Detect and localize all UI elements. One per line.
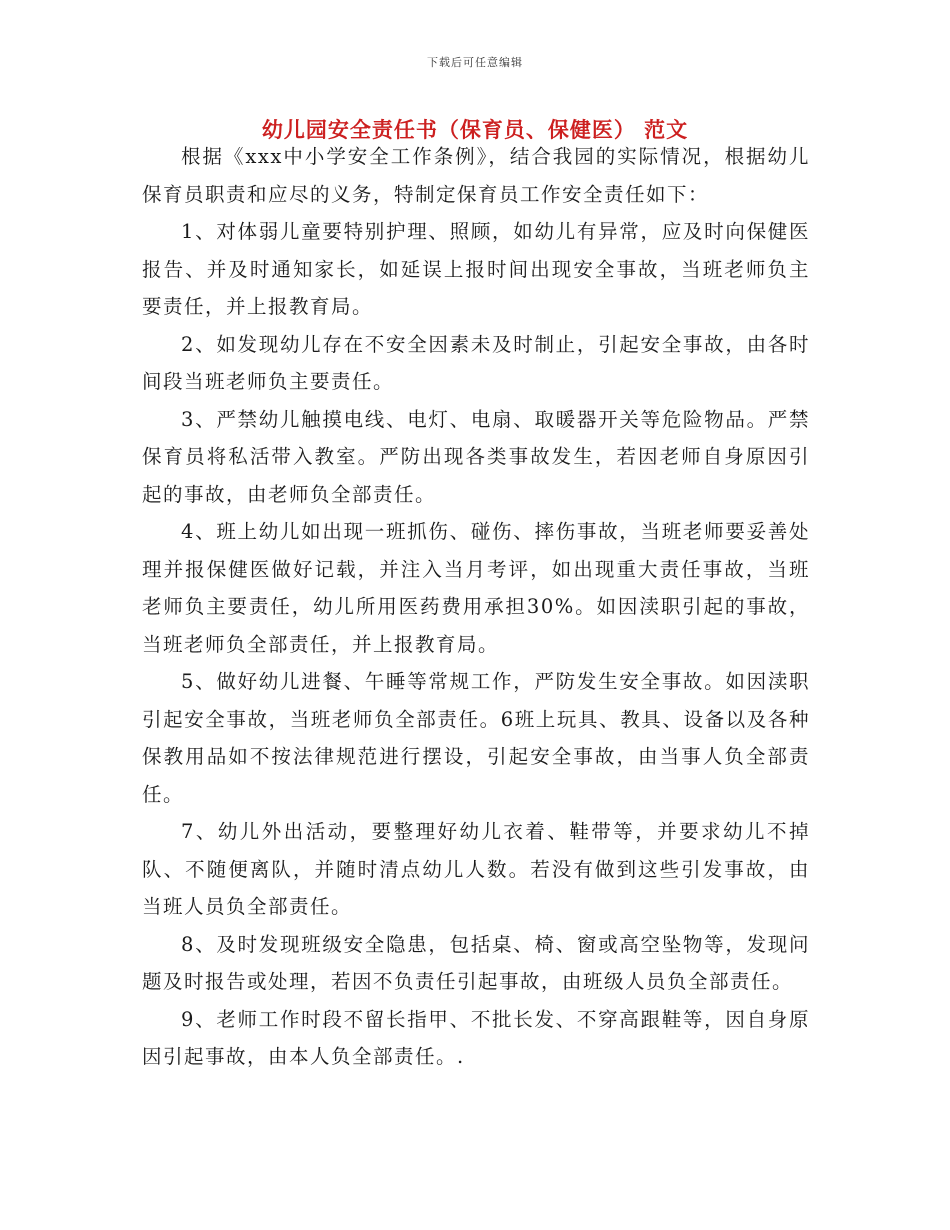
clause-7-paragraph: 7、幼儿外出活动，要整理好幼儿衣着、鞋带等，并要求幼儿不掉队、不随便离队，并随时清点幼儿人数。若没有做到这些引发事故，由当班人员负全部责任。 [142,820,810,918]
intro-paragraph: 根据《xxx中小学安全工作条例》，结合我园的实际情况，根据幼儿保育员职责和应尽的义务，特制定保育员工作安全责任如下： [142,145,810,206]
clause-9-paragraph: 9、老师工作时段不留长指甲、不批长发、不穿高跟鞋等，因自身原因引起事故，由本人负全部责任。. [142,1007,810,1068]
clause-4-paragraph: 4、班上幼儿如出现一班抓伤、碰伤、摔伤事故，当班老师要妥善处理并报保健医做好记载，并注入当月考评，如出现重大责任事故，当班老师负主要责任，幼儿所用医药费用承担30%。如因渎职引起的事故，当班老师负全部责任，并上报教育局。 [142,520,810,656]
clause-3-paragraph: 3、严禁幼儿触摸电线、电灯、电扇、取暖器开关等危险物品。严禁保育员将私活带入教室。严防出现各类事故发生，若因老师自身原因引起的事故，由老师负全部责任。 [142,407,810,506]
clause-5-6-paragraph: 5、做好幼儿进餐、午睡等常规工作，严防发生安全事故。如因渎职引起安全事故，当班老师负全部责任。6班上玩具、教具、设备以及各种保教用品如不按法律规范进行摆设，引起安全事故，由当事人负全部责任。 [142,670,810,806]
clause-2-paragraph: 2、如发现幼儿存在不安全因素未及时制止，引起安全事故，由各时间段当班老师负主要责任。 [142,332,810,393]
page-header-note: 下载后可任意编辑 [427,56,523,69]
document-title: 幼儿园安全责任书（保育员、保健医） 范文 [261,117,689,142]
clause-8-paragraph: 8、及时发现班级安全隐患，包括桌、椅、窗或高空坠物等，发现问题及时报告或处理，若因不负责任引起事故，由班级人员负全部责任。 [142,932,810,993]
document-body [142,138,810,1076]
clause-1-paragraph: 1、对体弱儿童要特别护理、照顾，如幼儿有异常，应及时向保健医报告、并及时通知家长，如延误上报时间出现安全事故，当班老师负主要责任，并上报教育局。 [142,220,810,318]
